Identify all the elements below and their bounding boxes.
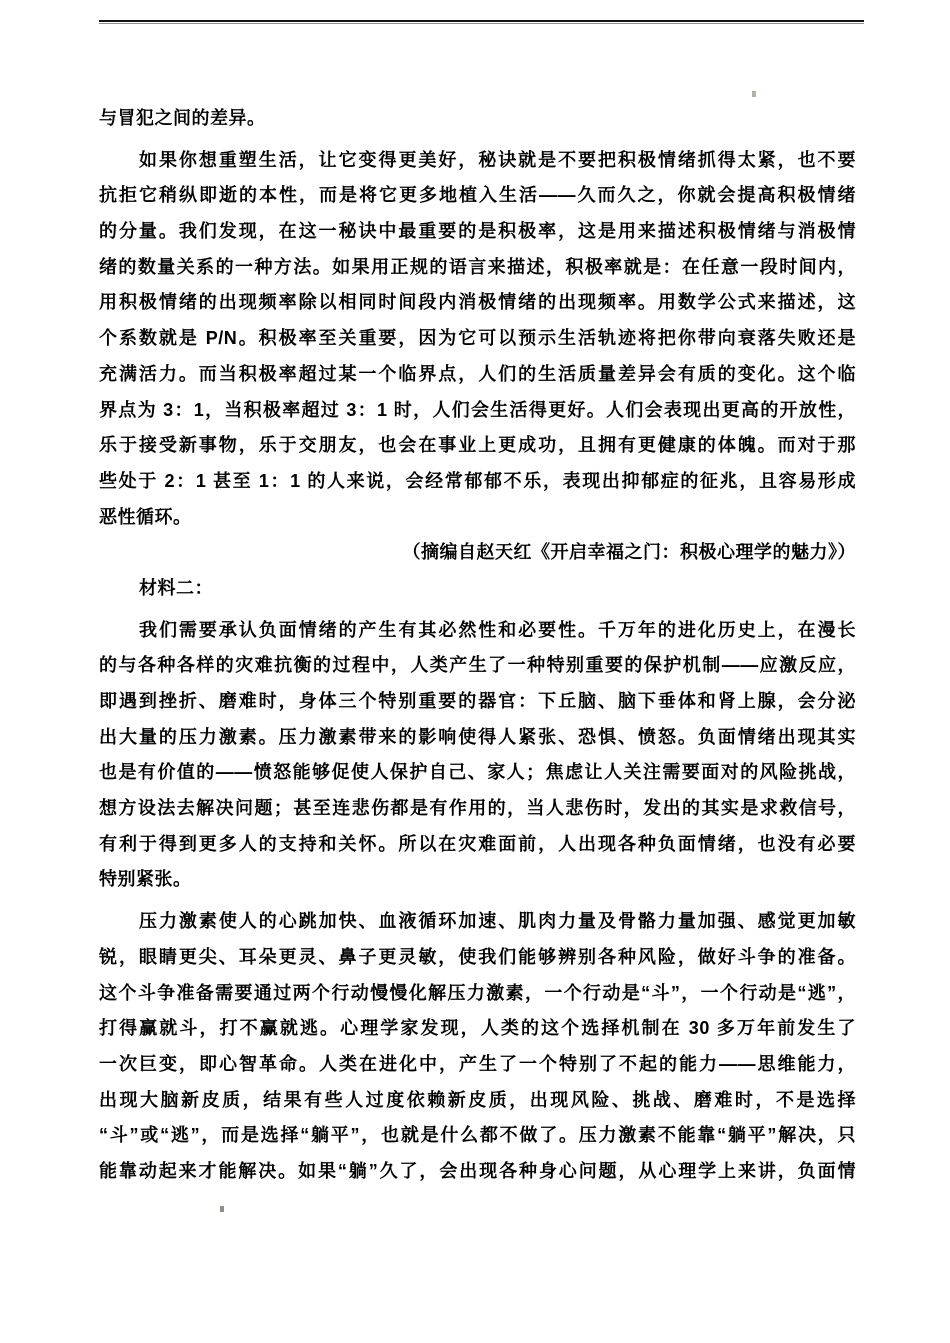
text-line: 的与各种各样的灾难抗衡的过程中，人类产生了一种特别重要的保护机制——应激反应， <box>99 655 856 676</box>
text-line: 材料二： <box>139 577 213 598</box>
text-line: 也是有价值的——愤怒能够促使人保护自己、家人；焦虑让人关注需要面对的风险挑战， <box>99 762 856 783</box>
text-line: 如果你想重塑生活，让它变得更美好，秘诀就是不要把积极情绪抓得太紧，也不要 <box>139 149 856 170</box>
text-line: 恶性循环。 <box>99 506 192 527</box>
text-line: 出现大脑新皮质，结果有些人过度依赖新皮质，出现风险、挑战、磨难时，不是选择 <box>99 1089 856 1110</box>
text-line: 压力激素使人的心跳加快、血液循环加速、肌肉力量及骨骼力量加强、感觉更加敏 <box>139 911 856 932</box>
text-line: 充满活力。而当积极率超过某一个临界点，人们的生活质量差异会有质的变化。这个临 <box>99 363 856 384</box>
text-line: 与冒犯之间的差异。 <box>99 108 266 128</box>
header-rule <box>99 20 864 24</box>
text-line: 的分量。我们发现，在这一秘诀中最重要的是积极率，这是用来描述积极情绪与消极情 <box>99 221 856 242</box>
text-line: “斗”或“逃”，而是选择“躺平”，也就是什么都不做了。压力激素不能靠“躺平”解决，只 <box>99 1125 856 1146</box>
text-line: 特别紧张。 <box>99 869 192 890</box>
text-line: 这个斗争准备需要通过两个行动慢慢化解压力激素，一个行动是“斗”，一个行动是“逃”， <box>99 982 856 1003</box>
scan-artifact-speck <box>220 1206 224 1212</box>
text-line: 打得赢就斗，打不赢就逃。心理学家发现，人类的这个选择机制在 30 多万年前发生了 <box>99 1018 856 1039</box>
text-line: 有利于得到更多人的支持和关怀。所以在灾难面前，人出现各种负面情绪，也没有必要 <box>99 833 856 854</box>
text-line: （摘编自赵天红《开启幸福之门：积极心理学的魅力》） <box>402 542 856 563</box>
text-line: 些处于 2：1 甚至 1：1 的人来说，会经常郁郁不乐，表现出抑郁症的征兆，且容易形成 <box>99 470 856 491</box>
scan-artifact-speck <box>752 91 756 97</box>
text-line: 个系数就是 P/N。积极率至关重要，因为它可以预示生活轨迹将把你带向衰落失败还是 <box>99 328 856 349</box>
text-line: 乐于接受新事物，乐于交朋友，也会在事业上更成功，且拥有更健康的体魄。而对于那 <box>99 435 856 456</box>
text-line: 锐，眼睛更尖、耳朵更灵、鼻子更灵敏，使我们能够辨别各种风险，做好斗争的准备。 <box>99 946 856 967</box>
text-line: 我们需要承认负面情绪的产生有其必然性和必要性。千万年的进化历史上，在漫长 <box>139 619 856 640</box>
document-body <box>99 101 856 1190</box>
text-line: 抗拒它稍纵即逝的本性，而是将它更多地植入生活——久而久之，你就会提高积极情绪 <box>99 185 856 206</box>
text-line: 一次巨变，即心智革命。人类在进化中，产生了一个特别了不起的能力——思维能力， <box>99 1053 856 1074</box>
text-line: 即遇到挫折、磨难时，身体三个特别重要的器官：下丘脑、脑下垂体和肾上腺，会分泌 <box>99 691 856 711</box>
text-line: 能靠动起来才能解决。如果“躺”久了，会出现各种身心问题，从心理学上来讲，负面情 <box>99 1160 856 1181</box>
text-line: 想方设法去解决问题；甚至连悲伤都是有作用的，当人悲伤时，发出的其实是求救信号， <box>99 798 856 819</box>
text-line: 出大量的压力激素。压力激素带来的影响使得人紧张、恐惧、愤怒。负面情绪出现其实 <box>99 726 856 747</box>
text-line: 绪的数量关系的一种方法。如果用正规的语言来描述，积极率就是：在任意一段时间内， <box>99 256 856 277</box>
text-line: 界点为 3：1，当积极率超过 3：1 时，人们会生活得更好。人们会表现出更高的开放性， <box>99 399 856 420</box>
text-line: 用积极情绪的出现频率除以相同时间段内消极情绪的出现频率。用数学公式来描述，这 <box>99 292 856 313</box>
